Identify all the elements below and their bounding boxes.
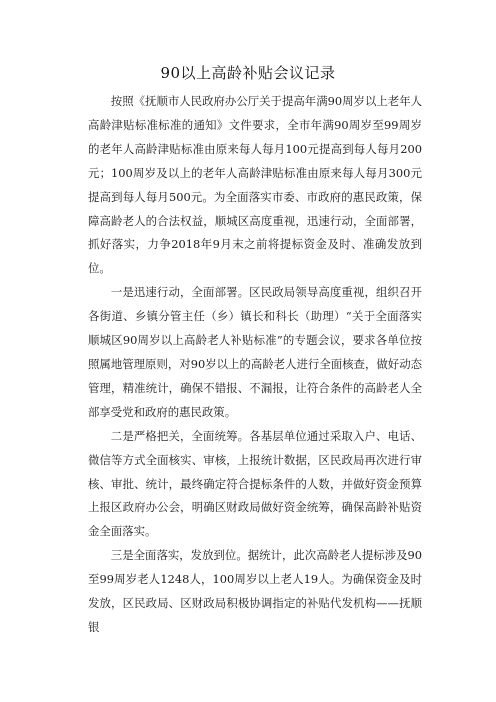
document-body xyxy=(88,90,422,640)
paragraph-intro: 按照《抚顺市人民政府办公厅关于提高年满90周岁以上老年人高龄津贴标准标准的通知》文件要求，全市年满90周岁至99周岁的老年人高龄津贴标准由原来每人每月100元提高到每人每月200元；100周岁及以上的老年人高龄津贴标准由原来每人每月300元提高到每人每月500元。为全面落实市委、市政府的惠民政策，保障高龄老人的合法权益，顺城区高度重视，迅速行动，全面部署，抓好落实，力争2018年9月末之前将提标资金及时、准确发放到位。 xyxy=(88,94,422,276)
document-title: 90以上高龄补贴会议记录 xyxy=(160,64,336,82)
paragraph-point-three: 三是全面落实，发放到位。据统计，此次高龄老人提标涉及90至99周岁老人1248人，100周岁以上老人19人。为确保资金及时发放，区民政局、区财政局积极协调指定的补贴代发机构——抚顺银 xyxy=(88,548,422,634)
paragraph-point-one: 一是迅速行动，全面部署。区民政局领导高度重视，组织召开各街道、乡镇分管主任（乡）镇长和科长（助理）“关于全面落实顺城区90周岁以上高龄老人补贴标准”的专题会议，要求各单位按照属地管理原则，对90岁以上的高龄老人进行全面核查，做好动态管理，精准统计，确保不错报、不漏报，让符合条件的高龄老人全部享受党和政府的惠民政策。 xyxy=(88,285,422,419)
paragraph-point-two: 二是严格把关，全面统筹。各基层单位通过采取入户、电话、微信等方式全面核实、审核，上报统计数据，区民政局再次进行审核、审批、统计，最终确定符合提标条件的人数，并做好资金预算上报区政府办公会，明确区财政局做好资金统筹，确保高龄补贴资金全面落实。 xyxy=(88,428,422,539)
